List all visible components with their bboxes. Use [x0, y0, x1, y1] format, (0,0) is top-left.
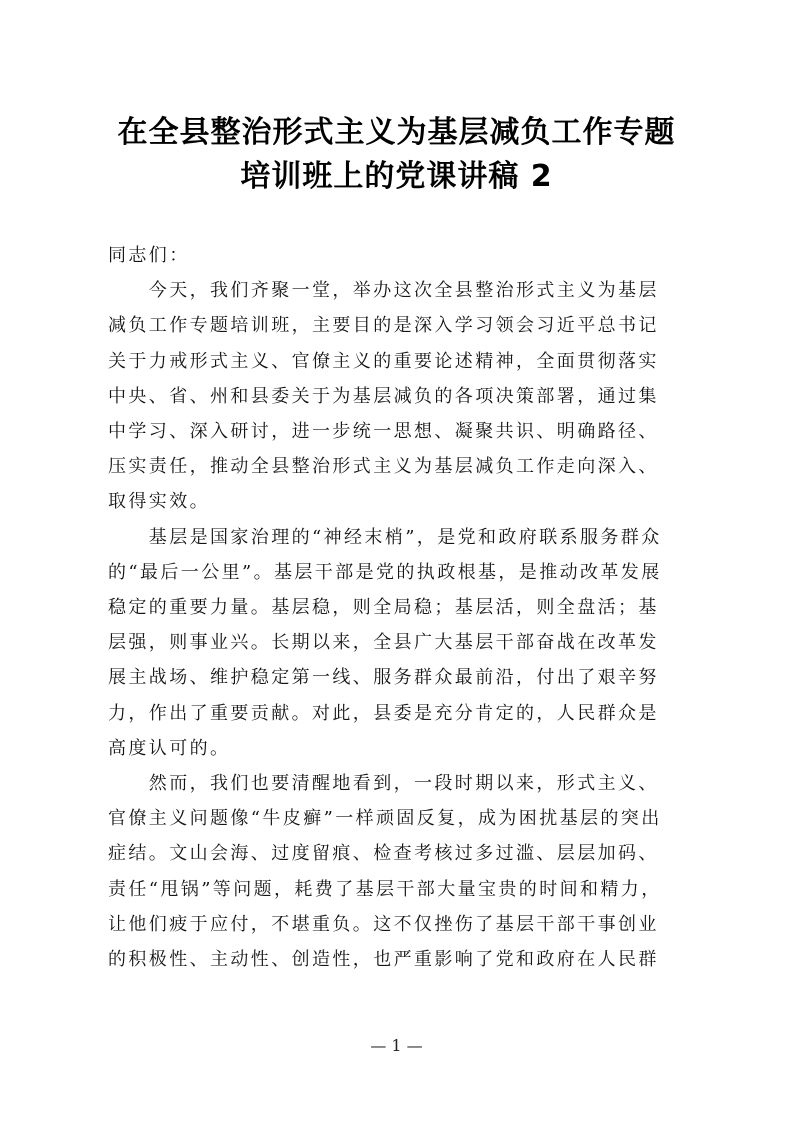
body-line: 的积极性、主动性、创造性，也严重影响了党和政府在人民群 [108, 949, 659, 970]
body-line: 官僚主义问题像“牛皮癣”一样顽固反复，成为困扰基层的突出 [108, 808, 662, 830]
body-line: 稳定的重要力量。基层稳，则全局稳；基层活，则全盘活；基 [108, 597, 659, 618]
body-line: 中学习、深入研讨，进一步统一思想、凝聚共识、明确路径、 [108, 421, 659, 442]
salutation: 同志们： [108, 245, 190, 266]
body-line: 高度认可的。 [108, 737, 231, 759]
body-line: 基层是国家治理的“神经末梢”，是党和政府联系服务群众 [108, 526, 662, 548]
body-line: 中央、省、州和县委关于为基层减负的各项决策部署，通过集 [108, 385, 659, 407]
body-line: 取得实效。 [108, 491, 210, 513]
body-line: 责任“甩锅”等问题，耗费了基层干部大量宝贵的时间和精力， [108, 878, 662, 900]
body-line: 关于力戒形式主义、官僚主义的重要论述精神，全面贯彻落实 [108, 350, 659, 372]
body-line: 症结。文山会海、过度留痕、检查考核过多过滥、层层加码、 [108, 843, 659, 865]
page-number: — 1 — [370, 1036, 423, 1055]
body-line: 展主战场、维护稳定第一线、服务群众最前沿，付出了艰辛努 [108, 667, 659, 689]
body-line: 今天，我们齐聚一堂，举办这次全县整治形式主义为基层 [108, 280, 659, 302]
body-line: 的“最后一公里”。基层干部是党的执政根基，是推动改革发展 [108, 561, 662, 583]
body-line: 层强，则事业兴。长期以来，全县广大基层干部奋战在改革发 [108, 632, 659, 654]
document-title-line-1: 在全县整治形式主义为基层减负工作专题 [117, 115, 676, 150]
body-line: 压实责任，推动全县整治形式主义为基层减负工作走向深入、 [108, 456, 659, 478]
body-line: 力，作出了重要贡献。对此，县委是充分肯定的，人民群众是 [108, 702, 659, 724]
body-line: 让他们疲于应付，不堪重负。这不仅挫伤了基层干部干事创业 [108, 913, 659, 935]
body-line: 然而，我们也要清醒地看到，一段时期以来，形式主义、 [108, 773, 659, 794]
body-line: 减负工作专题培训班，主要目的是深入学习领会习近平总书记 [108, 315, 659, 337]
document-title-line-2: 培训班上的党课讲稿 2 [240, 159, 553, 194]
